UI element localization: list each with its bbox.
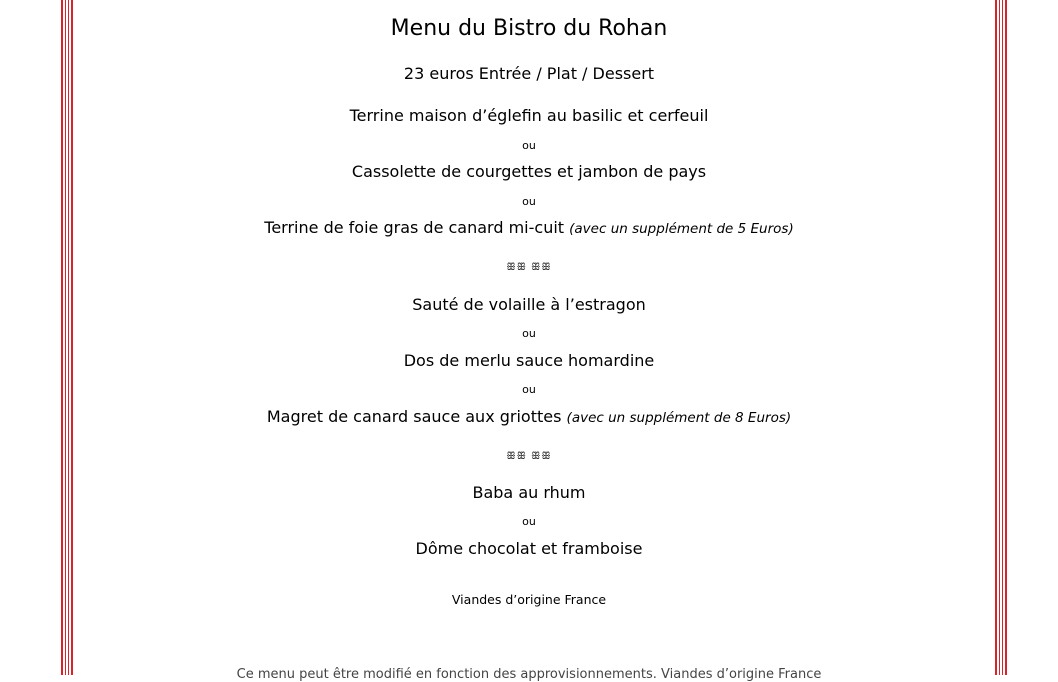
or-separator: ou (522, 139, 536, 152)
entree-item (0, 164, 1058, 180)
or-separator: ou (522, 515, 536, 528)
supplement-note: (avec un supplément de 5 Euros) (569, 221, 794, 237)
or-separator: ou (522, 327, 536, 340)
entree-item (0, 108, 1058, 124)
ornament-divider: ꕥꕥ ꕥꕥ (506, 262, 552, 273)
dessert-item (0, 485, 1058, 501)
footer-note: Ce menu peut être modifié en fonction des approvisionnements. Viandes d’origine France (236, 667, 822, 682)
plat-item (0, 409, 1058, 426)
ornament-divider: ꕥꕥ ꕥꕥ (506, 451, 552, 462)
dish-name: Terrine de foie gras de canard mi-cuit (264, 218, 565, 237)
dessert-item (0, 541, 1058, 557)
supplement-note: (avec un supplément de 8 Euros) (566, 410, 792, 426)
dish-name: Magret de canard sauce aux griottes (266, 407, 562, 426)
plat-item (0, 297, 1058, 313)
origin-note: Viandes d’origine France (451, 592, 607, 607)
plat-item (0, 353, 1058, 369)
dish-name: Terrine maison d’églefin au basilic et cerfeuil (349, 106, 709, 125)
menu-title: Menu du Bistro du Rohan (390, 16, 668, 41)
entree-item (0, 220, 1058, 237)
or-separator: ou (522, 195, 536, 208)
dish-name: Baba au rhum (472, 483, 586, 502)
dish-name: Cassolette de courgettes et jambon de pays (351, 162, 707, 181)
dish-name: Dôme chocolat et framboise (415, 539, 643, 558)
dish-name: Dos de merlu sauce homardine (403, 351, 655, 370)
dish-name: Sauté de volaille à l’estragon (412, 295, 646, 314)
or-separator: ou (522, 383, 536, 396)
price-line: 23 euros Entrée / Plat / Dessert (403, 64, 655, 83)
